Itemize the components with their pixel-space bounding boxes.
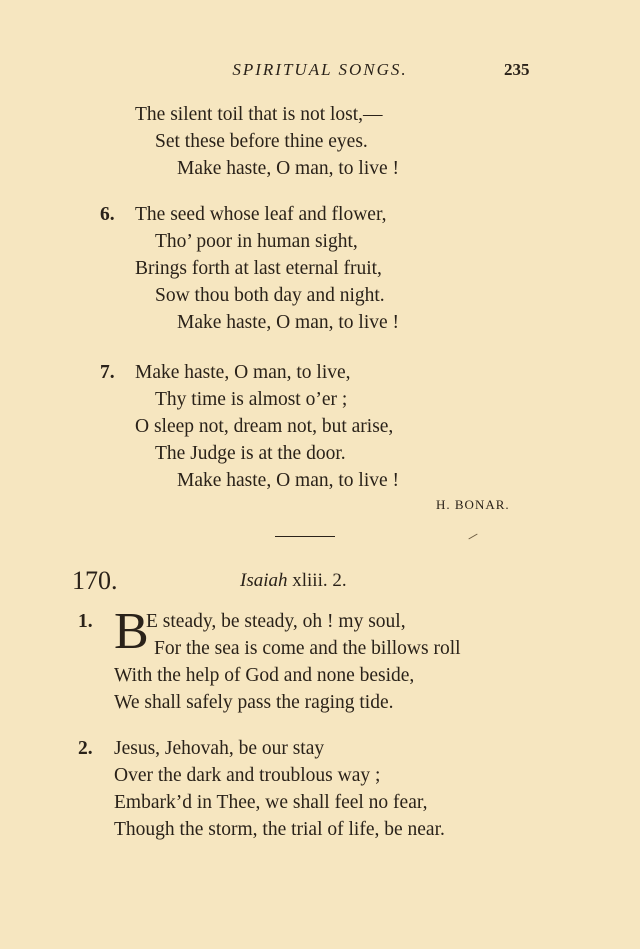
verse-line: Though the storm, the trial of life, be near. [114,819,445,840]
verse-line: Brings forth at last eternal fruit, [135,258,382,279]
scripture-book: Isaiah [240,570,288,591]
stanza-number: 6. [100,204,115,225]
verse-line: For the sea is come and the billows roll [154,638,461,659]
verse-line: Make haste, O man, to live ! [177,470,400,491]
verse-line: Set these before thine eyes. [155,131,368,152]
hymn-number: 170. [72,566,118,595]
verse-line: Make haste, O man, to live ! [177,158,400,179]
verse-line: Make haste, O man, to live ! [177,312,400,333]
scripture-reference [240,570,347,592]
scripture-chapter-verse: xliii. 2. [287,570,347,591]
running-head: SPIRITUAL SONGS. [232,60,408,79]
stanza-number: 1. [78,611,93,632]
verse-line: Make haste, O man, to live, [135,362,351,383]
verse-line: The silent toil that is not lost,— [135,104,383,125]
verse-line: Embark’d in Thee, we shall feel no fear, [114,792,428,813]
stanza-number: 2. [78,738,93,759]
verse-line: Jesus, Jehovah, be our stay [114,738,325,759]
verse-line: The Judge is at the door. [155,443,346,464]
page-number: 235 [504,60,530,79]
stanza-number: 7. [100,362,115,383]
verse-line: With the help of God and none beside, [114,665,415,686]
drop-cap: B [114,603,149,660]
stray-mark [468,534,477,540]
verse-line: Thy time is almost o’er ; [155,389,348,410]
verse-line: The seed whose leaf and flower, [135,204,387,225]
verse-line: Sow thou both day and night. [155,285,385,306]
verse-line: Over the dark and troublous way ; [114,765,381,786]
verse-line: Tho’ poor in human sight, [155,231,358,252]
verse-line: We shall safely pass the raging tide. [114,692,394,713]
verse-line: E steady, be steady, oh ! my soul, [146,611,406,632]
verse-line: O sleep not, dream not, but arise, [135,416,394,437]
section-divider [275,536,335,537]
author-attribution: H. BONAR. [436,497,510,512]
